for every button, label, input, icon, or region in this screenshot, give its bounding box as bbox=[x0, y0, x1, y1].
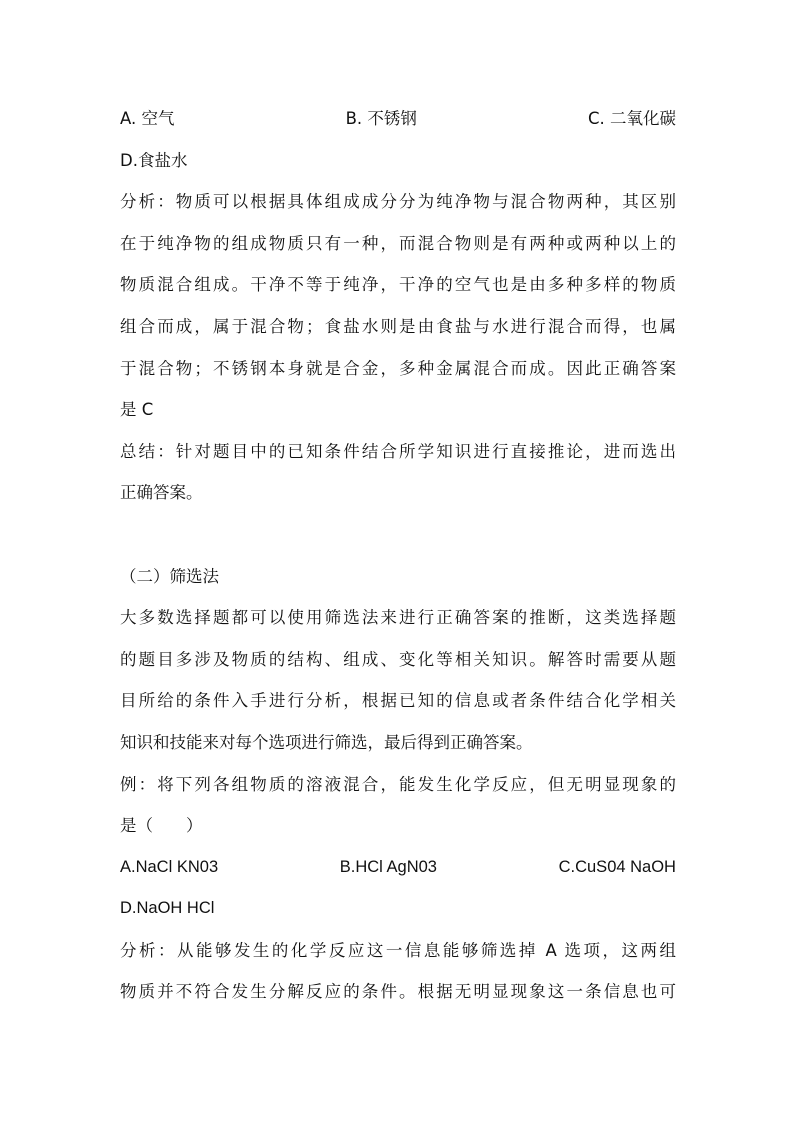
option-c: C. 二氧化碳 bbox=[587, 109, 676, 128]
option-a: A.NaCl KN03 bbox=[120, 857, 219, 876]
analysis-line: 分析：从能够发生的化学反应这一信息能够筛选掉 A 选项，这两组 bbox=[120, 940, 676, 960]
option-b: B.HCl AgN03 bbox=[339, 857, 437, 876]
question-line: 是（ ） bbox=[120, 816, 203, 836]
intro-line: 的题目多涉及物质的结构、组成、变化等相关知识。解答时需要从题 bbox=[120, 649, 676, 669]
option-d: D.NaOH HCl bbox=[120, 899, 215, 918]
section-heading: （二）筛选法 bbox=[120, 566, 219, 586]
analysis-line: 分析：物质可以根据具体组成成分分为纯净物与混合物两种，其区别 bbox=[120, 192, 676, 212]
summary-line: 正确答案。 bbox=[120, 483, 203, 503]
intro-line: 知识和技能来对每个选项进行筛选，最后得到正确答案。 bbox=[120, 732, 533, 752]
analysis-line: 是 C bbox=[120, 400, 154, 420]
analysis-line: 在于纯净物的组成物质只有一种，而混合物则是有两种或两种以上的 bbox=[120, 233, 676, 253]
question-line: 例：将下列各组物质的溶液混合，能发生化学反应，但无明显现象的 bbox=[120, 774, 676, 794]
option-b: B. 不锈钢 bbox=[345, 109, 417, 128]
intro-line: 目所给的条件入手进行分析，根据已知的信息或者条件结合化学相关 bbox=[120, 691, 676, 711]
option-a: A. 空气 bbox=[120, 109, 175, 128]
intro-line: 大多数选择题都可以使用筛选法来进行正确答案的推断，这类选择题 bbox=[120, 608, 676, 628]
analysis-line: 物质并不符合发生分解反应的条件。根据无明显现象这一条信息也可 bbox=[120, 982, 676, 1002]
example2-options-row bbox=[120, 847, 676, 889]
paragraph-spacer bbox=[120, 514, 676, 556]
option-c: C.CuS04 NaOH bbox=[558, 857, 676, 876]
analysis-line: 物质混合组成。干净不等于纯净，干净的空气也是由多种多样的物质 bbox=[120, 275, 676, 295]
analysis-line: 于混合物；不锈钢本身就是合金，多种金属混合而成。因此正确答案 bbox=[120, 358, 676, 378]
option-d: D.食盐水 bbox=[120, 150, 188, 170]
analysis-line: 组合而成，属于混合物；食盐水则是由食盐与水进行混合而得，也属 bbox=[120, 316, 676, 336]
summary-line: 总结：针对题目中的已知条件结合所学知识进行直接推论，进而选出 bbox=[120, 441, 676, 461]
document-body bbox=[120, 98, 676, 1013]
example1-options-row bbox=[120, 98, 676, 140]
